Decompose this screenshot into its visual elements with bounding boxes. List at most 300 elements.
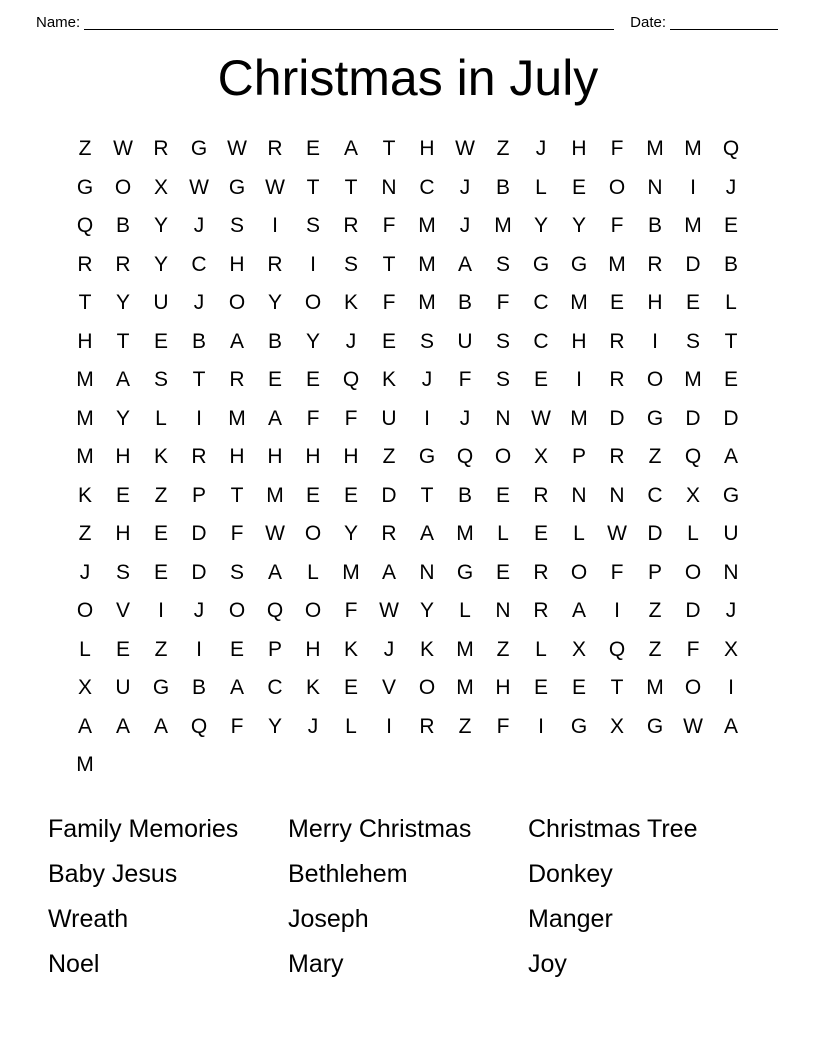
grid-letter[interactable]: O <box>304 599 322 623</box>
grid-letter[interactable]: A <box>229 329 244 353</box>
grid-letter[interactable]: F <box>610 214 624 238</box>
date-write-line[interactable] <box>670 15 778 30</box>
grid-letter[interactable]: J <box>725 175 737 199</box>
grid-letter[interactable]: G <box>190 137 208 161</box>
grid-letter[interactable]: I <box>196 637 202 661</box>
grid-letter[interactable]: X <box>533 445 548 469</box>
grid-letter[interactable]: M <box>494 214 512 238</box>
grid-letter[interactable]: I <box>424 406 430 430</box>
grid-letter[interactable]: H <box>115 445 131 469</box>
grid-letter[interactable]: U <box>381 406 397 430</box>
grid-letter[interactable]: D <box>381 483 397 507</box>
grid-letter[interactable]: Q <box>608 637 626 661</box>
grid-letter[interactable]: W <box>455 137 475 161</box>
grid-letter[interactable]: A <box>229 676 244 700</box>
grid-letter[interactable]: E <box>495 483 510 507</box>
grid-letter[interactable]: Z <box>496 137 510 161</box>
grid-letter[interactable]: A <box>381 560 396 584</box>
grid-letter[interactable]: C <box>533 291 549 315</box>
grid-letter[interactable]: J <box>421 368 433 392</box>
grid-letter[interactable]: E <box>115 483 130 507</box>
grid-letter[interactable]: X <box>571 637 586 661</box>
grid-letter[interactable]: M <box>456 676 474 700</box>
grid-letter[interactable]: T <box>116 329 130 353</box>
grid-letter[interactable]: Y <box>419 599 434 623</box>
grid-letter[interactable]: F <box>610 560 624 584</box>
grid-letter[interactable]: Q <box>266 599 284 623</box>
grid-letter[interactable]: C <box>419 175 435 199</box>
grid-letter[interactable]: B <box>647 214 662 238</box>
grid-letter[interactable]: M <box>266 483 284 507</box>
grid-letter[interactable]: U <box>115 676 131 700</box>
grid-letter[interactable]: M <box>456 637 474 661</box>
grid-letter[interactable]: Y <box>115 291 130 315</box>
grid-letter[interactable]: Y <box>267 291 282 315</box>
grid-letter[interactable]: F <box>344 406 358 430</box>
grid-letter[interactable]: Y <box>533 214 548 238</box>
grid-letter[interactable]: E <box>609 291 624 315</box>
grid-letter[interactable]: O <box>76 599 94 623</box>
grid-letter[interactable]: H <box>115 522 131 546</box>
grid-letter[interactable]: D <box>191 522 207 546</box>
grid-letter[interactable]: M <box>570 291 588 315</box>
grid-letter[interactable]: D <box>685 252 701 276</box>
grid-letter[interactable]: A <box>115 714 130 738</box>
grid-letter[interactable]: T <box>382 252 396 276</box>
grid-letter[interactable]: O <box>570 560 588 584</box>
grid-letter[interactable]: W <box>379 599 399 623</box>
grid-letter[interactable]: A <box>419 522 434 546</box>
word-list-item: Mary <box>288 949 344 978</box>
word-search-grid[interactable] <box>66 130 750 785</box>
grid-letter[interactable]: N <box>609 483 625 507</box>
grid-letter[interactable]: W <box>265 175 285 199</box>
grid-letter[interactable]: M <box>342 560 360 584</box>
grid-letter[interactable]: T <box>78 291 92 315</box>
grid-letter[interactable]: Y <box>115 406 130 430</box>
grid-letter[interactable]: M <box>76 368 94 392</box>
grid-letter[interactable]: F <box>230 522 244 546</box>
grid-letter[interactable]: H <box>495 676 511 700</box>
grid-letter[interactable]: L <box>687 522 699 546</box>
grid-letter[interactable]: L <box>79 637 91 661</box>
grid-letter[interactable]: D <box>647 522 663 546</box>
grid-letter[interactable]: F <box>496 291 510 315</box>
grid-letter[interactable]: I <box>386 714 392 738</box>
grid-letter[interactable]: S <box>153 368 168 392</box>
grid-letter[interactable]: U <box>457 329 473 353</box>
grid-letter[interactable]: Q <box>342 368 360 392</box>
grid-letter[interactable]: E <box>115 637 130 661</box>
grid-letter[interactable]: R <box>609 368 625 392</box>
grid-letter[interactable]: X <box>153 175 168 199</box>
grid-letter[interactable]: E <box>153 329 168 353</box>
grid-letter[interactable]: T <box>724 329 738 353</box>
grid-letter[interactable]: A <box>115 368 130 392</box>
grid-letter[interactable]: M <box>684 368 702 392</box>
grid-letter[interactable]: I <box>728 676 734 700</box>
grid-letter[interactable]: I <box>576 368 582 392</box>
grid-letter[interactable]: B <box>457 291 472 315</box>
grid-letter[interactable]: S <box>229 560 244 584</box>
grid-letter[interactable]: O <box>684 676 702 700</box>
grid-letter[interactable]: A <box>457 252 472 276</box>
grid-letter[interactable]: Q <box>76 214 94 238</box>
grid-letter[interactable]: J <box>193 291 205 315</box>
grid-letter[interactable]: B <box>267 329 282 353</box>
grid-letter[interactable]: W <box>189 175 209 199</box>
grid-letter[interactable]: G <box>152 676 170 700</box>
grid-letter[interactable]: K <box>381 368 396 392</box>
grid-letter[interactable]: N <box>381 175 397 199</box>
grid-letter[interactable]: D <box>609 406 625 430</box>
grid-letter[interactable]: E <box>723 368 738 392</box>
grid-letter[interactable]: R <box>153 137 169 161</box>
grid-letter[interactable]: F <box>458 368 472 392</box>
grid-letter[interactable]: C <box>533 329 549 353</box>
grid-letter[interactable]: J <box>459 175 471 199</box>
grid-letter[interactable]: N <box>495 599 511 623</box>
grid-letter[interactable]: Q <box>684 445 702 469</box>
grid-letter[interactable]: R <box>191 445 207 469</box>
grid-letter[interactable]: J <box>345 329 357 353</box>
grid-letter[interactable]: S <box>685 329 700 353</box>
grid-letter[interactable]: X <box>723 637 738 661</box>
grid-letter[interactable]: H <box>229 252 245 276</box>
grid-letter[interactable]: B <box>115 214 130 238</box>
grid-letter[interactable]: F <box>306 406 320 430</box>
grid-letter[interactable]: Z <box>648 637 662 661</box>
grid-letter[interactable]: E <box>571 175 586 199</box>
grid-letter[interactable]: L <box>535 175 547 199</box>
grid-letter[interactable]: B <box>191 676 206 700</box>
grid-letter[interactable]: H <box>305 445 321 469</box>
grid-letter[interactable]: D <box>191 560 207 584</box>
grid-letter[interactable]: W <box>683 714 703 738</box>
grid-letter[interactable]: Y <box>343 522 358 546</box>
grid-letter[interactable]: W <box>113 137 133 161</box>
grid-letter[interactable]: L <box>459 599 471 623</box>
grid-letter[interactable]: S <box>343 252 358 276</box>
word-list-item: Bethlehem <box>288 859 408 888</box>
grid-letter[interactable]: O <box>646 368 664 392</box>
grid-letter[interactable]: B <box>457 483 472 507</box>
grid-letter[interactable]: V <box>381 676 396 700</box>
grid-letter[interactable]: L <box>573 522 585 546</box>
grid-letter[interactable]: T <box>382 137 396 161</box>
grid-letter[interactable]: F <box>344 599 358 623</box>
grid-letter[interactable]: Z <box>78 137 92 161</box>
grid-letter[interactable]: A <box>267 406 282 430</box>
grid-letter[interactable]: E <box>153 560 168 584</box>
grid-letter[interactable]: Z <box>382 445 396 469</box>
grid-letter[interactable]: S <box>305 214 320 238</box>
grid-letter[interactable]: E <box>723 214 738 238</box>
grid-letter[interactable]: D <box>685 406 701 430</box>
grid-letter[interactable]: R <box>115 252 131 276</box>
grid-letter[interactable]: G <box>456 560 474 584</box>
grid-letter[interactable]: A <box>723 714 738 738</box>
grid-letter[interactable]: K <box>77 483 92 507</box>
grid-letter[interactable]: W <box>227 137 247 161</box>
grid-letter[interactable]: L <box>307 560 319 584</box>
grid-letter[interactable]: F <box>496 714 510 738</box>
grid-letter[interactable]: H <box>343 445 359 469</box>
grid-letter[interactable]: Z <box>154 483 168 507</box>
grid-letter[interactable]: G <box>76 175 94 199</box>
grid-letter[interactable]: S <box>495 368 510 392</box>
grid-letter[interactable]: R <box>267 137 283 161</box>
grid-letter[interactable]: G <box>570 252 588 276</box>
grid-letter[interactable]: N <box>571 483 587 507</box>
grid-letter[interactable]: P <box>191 483 206 507</box>
grid-letter[interactable]: O <box>684 560 702 584</box>
word-list-item: Donkey <box>528 859 613 888</box>
grid-letter[interactable]: R <box>609 445 625 469</box>
grid-letter[interactable]: T <box>230 483 244 507</box>
grid-letter[interactable]: G <box>418 445 436 469</box>
grid-letter[interactable]: M <box>76 445 94 469</box>
grid-letter[interactable]: R <box>647 252 663 276</box>
grid-letter[interactable]: K <box>343 291 358 315</box>
grid-letter[interactable]: A <box>343 137 358 161</box>
grid-letter[interactable]: H <box>77 329 93 353</box>
word-search-grid-container <box>36 130 780 785</box>
grid-letter[interactable]: N <box>419 560 435 584</box>
grid-letter[interactable]: R <box>533 599 549 623</box>
grid-letter[interactable]: X <box>685 483 700 507</box>
grid-letter[interactable]: O <box>494 445 512 469</box>
grid-letter[interactable]: E <box>267 368 282 392</box>
grid-letter[interactable]: T <box>420 483 434 507</box>
grid-letter[interactable]: O <box>228 291 246 315</box>
grid-letter[interactable]: A <box>267 560 282 584</box>
grid-letter[interactable]: E <box>305 368 320 392</box>
grid-letter[interactable]: R <box>343 214 359 238</box>
grid-letter[interactable]: F <box>686 637 700 661</box>
grid-letter[interactable]: E <box>381 329 396 353</box>
grid-letter[interactable]: R <box>533 483 549 507</box>
grid-letter[interactable]: M <box>456 522 474 546</box>
grid-letter[interactable]: H <box>229 445 245 469</box>
word-list-item: Merry Christmas <box>288 814 472 843</box>
grid-letter[interactable]: J <box>383 637 395 661</box>
grid-letter[interactable]: E <box>533 368 548 392</box>
grid-letter[interactable]: E <box>153 522 168 546</box>
grid-letter[interactable]: D <box>685 599 701 623</box>
grid-letter[interactable]: P <box>571 445 586 469</box>
grid-letter[interactable]: S <box>115 560 130 584</box>
grid-letter[interactable]: E <box>685 291 700 315</box>
grid-letter[interactable]: M <box>608 252 626 276</box>
grid-letter[interactable]: Q <box>722 137 740 161</box>
grid-letter[interactable]: H <box>305 637 321 661</box>
grid-letter[interactable]: J <box>79 560 91 584</box>
grid-letter[interactable]: W <box>607 522 627 546</box>
grid-letter[interactable]: M <box>684 214 702 238</box>
grid-letter[interactable]: N <box>495 406 511 430</box>
grid-letter[interactable]: E <box>343 483 358 507</box>
grid-letter[interactable]: C <box>267 676 283 700</box>
grid-letter[interactable]: J <box>193 214 205 238</box>
grid-letter[interactable]: I <box>652 329 658 353</box>
grid-letter[interactable]: K <box>305 676 320 700</box>
grid-letter[interactable]: I <box>310 252 316 276</box>
grid-letter[interactable]: X <box>609 714 624 738</box>
grid-letter[interactable]: Y <box>571 214 586 238</box>
grid-letter[interactable]: A <box>153 714 168 738</box>
grid-letter[interactable]: G <box>228 175 246 199</box>
grid-letter[interactable]: Z <box>154 637 168 661</box>
grid-letter[interactable]: B <box>495 175 510 199</box>
name-write-line[interactable] <box>84 15 614 30</box>
grid-letter[interactable]: T <box>344 175 358 199</box>
grid-letter[interactable]: I <box>272 214 278 238</box>
grid-letter[interactable]: L <box>497 522 509 546</box>
grid-letter[interactable]: F <box>382 214 396 238</box>
grid-letter[interactable]: G <box>722 483 740 507</box>
grid-letter[interactable]: E <box>495 560 510 584</box>
grid-letter[interactable]: M <box>228 406 246 430</box>
grid-letter[interactable]: F <box>382 291 396 315</box>
grid-letter[interactable]: K <box>153 445 168 469</box>
grid-letter[interactable]: M <box>76 406 94 430</box>
grid-letter[interactable]: S <box>495 329 510 353</box>
grid-letter[interactable]: J <box>725 599 737 623</box>
grid-letter[interactable]: M <box>76 753 94 777</box>
grid-letter[interactable]: F <box>610 137 624 161</box>
grid-letter[interactable]: O <box>608 175 626 199</box>
date-label: Date: <box>630 14 666 31</box>
grid-letter[interactable]: Z <box>78 522 92 546</box>
grid-letter[interactable]: O <box>304 522 322 546</box>
grid-letter[interactable]: Y <box>153 252 168 276</box>
grid-letter[interactable]: Q <box>456 445 474 469</box>
grid-letter[interactable]: K <box>343 637 358 661</box>
grid-letter[interactable]: A <box>77 714 92 738</box>
grid-letter[interactable]: L <box>345 714 357 738</box>
grid-letter[interactable]: H <box>267 445 283 469</box>
grid-letter[interactable]: N <box>647 175 663 199</box>
grid-letter[interactable]: O <box>114 175 132 199</box>
grid-letter[interactable]: H <box>571 329 587 353</box>
grid-letter[interactable]: H <box>571 137 587 161</box>
grid-letter[interactable]: J <box>535 137 547 161</box>
grid-letter[interactable]: J <box>307 714 319 738</box>
grid-letter[interactable]: R <box>533 560 549 584</box>
grid-letter[interactable]: T <box>192 368 206 392</box>
grid-letter[interactable]: Z <box>648 445 662 469</box>
grid-letter[interactable]: N <box>723 560 739 584</box>
grid-letter[interactable]: Y <box>153 214 168 238</box>
grid-letter[interactable]: P <box>267 637 282 661</box>
grid-letter[interactable]: A <box>723 445 738 469</box>
grid-letter[interactable]: X <box>77 676 92 700</box>
grid-letter[interactable]: E <box>533 522 548 546</box>
grid-letter[interactable]: P <box>647 560 662 584</box>
grid-letter[interactable]: Z <box>496 637 510 661</box>
grid-letter[interactable]: I <box>158 599 164 623</box>
grid-letter[interactable]: A <box>571 599 586 623</box>
grid-letter[interactable]: C <box>191 252 207 276</box>
grid-letter[interactable]: I <box>538 714 544 738</box>
grid-letter[interactable]: M <box>418 291 436 315</box>
student-info-line <box>36 10 780 32</box>
grid-letter[interactable]: Z <box>458 714 472 738</box>
grid-letter[interactable]: W <box>265 522 285 546</box>
grid-letter[interactable]: S <box>495 252 510 276</box>
grid-letter[interactable]: T <box>610 676 624 700</box>
grid-letter[interactable]: Q <box>190 714 208 738</box>
grid-letter[interactable]: B <box>191 329 206 353</box>
grid-letter[interactable]: E <box>305 137 320 161</box>
grid-letter[interactable]: E <box>533 676 548 700</box>
grid-letter[interactable]: G <box>532 252 550 276</box>
grid-letter[interactable]: G <box>570 714 588 738</box>
grid-letter[interactable]: O <box>304 291 322 315</box>
grid-letter[interactable]: R <box>267 252 283 276</box>
grid-letter[interactable]: J <box>459 214 471 238</box>
grid-letter[interactable]: M <box>418 252 436 276</box>
grid-letter[interactable]: M <box>646 137 664 161</box>
grid-letter[interactable]: M <box>418 214 436 238</box>
grid-letter[interactable]: Y <box>305 329 320 353</box>
grid-letter[interactable]: D <box>723 406 739 430</box>
grid-letter[interactable]: S <box>419 329 434 353</box>
grid-letter[interactable]: R <box>381 522 397 546</box>
grid-letter[interactable]: H <box>419 137 435 161</box>
grid-letter[interactable]: I <box>690 175 696 199</box>
grid-letter[interactable]: Z <box>648 599 662 623</box>
grid-letter[interactable]: I <box>196 406 202 430</box>
grid-letter[interactable]: B <box>723 252 738 276</box>
grid-letter[interactable]: E <box>571 676 586 700</box>
grid-letter[interactable]: R <box>77 252 93 276</box>
grid-letter[interactable]: O <box>418 676 436 700</box>
grid-letter[interactable]: L <box>535 637 547 661</box>
grid-letter[interactable]: K <box>419 637 434 661</box>
name-label: Name: <box>36 14 81 31</box>
grid-letter[interactable]: M <box>684 137 702 161</box>
grid-letter[interactable]: H <box>647 291 663 315</box>
grid-letter[interactable]: I <box>614 599 620 623</box>
grid-letter[interactable]: G <box>646 714 664 738</box>
grid-letter[interactable]: E <box>343 676 358 700</box>
grid-letter[interactable]: F <box>230 714 244 738</box>
grid-letter[interactable]: J <box>459 406 471 430</box>
grid-letter[interactable]: S <box>229 214 244 238</box>
grid-letter[interactable]: O <box>228 599 246 623</box>
grid-letter[interactable]: M <box>570 406 588 430</box>
grid-letter[interactable]: U <box>723 522 739 546</box>
grid-letter[interactable]: T <box>306 175 320 199</box>
grid-letter[interactable]: G <box>646 406 664 430</box>
grid-letter[interactable]: M <box>646 676 664 700</box>
grid-letter[interactable]: R <box>229 368 245 392</box>
grid-letter[interactable]: J <box>193 599 205 623</box>
grid-letter[interactable]: L <box>725 291 737 315</box>
grid-letter[interactable]: E <box>229 637 244 661</box>
grid-letter[interactable]: V <box>115 599 130 623</box>
grid-letter[interactable]: Y <box>267 714 282 738</box>
grid-letter[interactable]: L <box>155 406 167 430</box>
grid-letter[interactable]: E <box>305 483 320 507</box>
grid-letter[interactable]: W <box>531 406 551 430</box>
grid-letter[interactable]: R <box>609 329 625 353</box>
grid-letter[interactable]: R <box>419 714 435 738</box>
grid-letter[interactable]: U <box>153 291 169 315</box>
grid-letter[interactable]: C <box>647 483 663 507</box>
